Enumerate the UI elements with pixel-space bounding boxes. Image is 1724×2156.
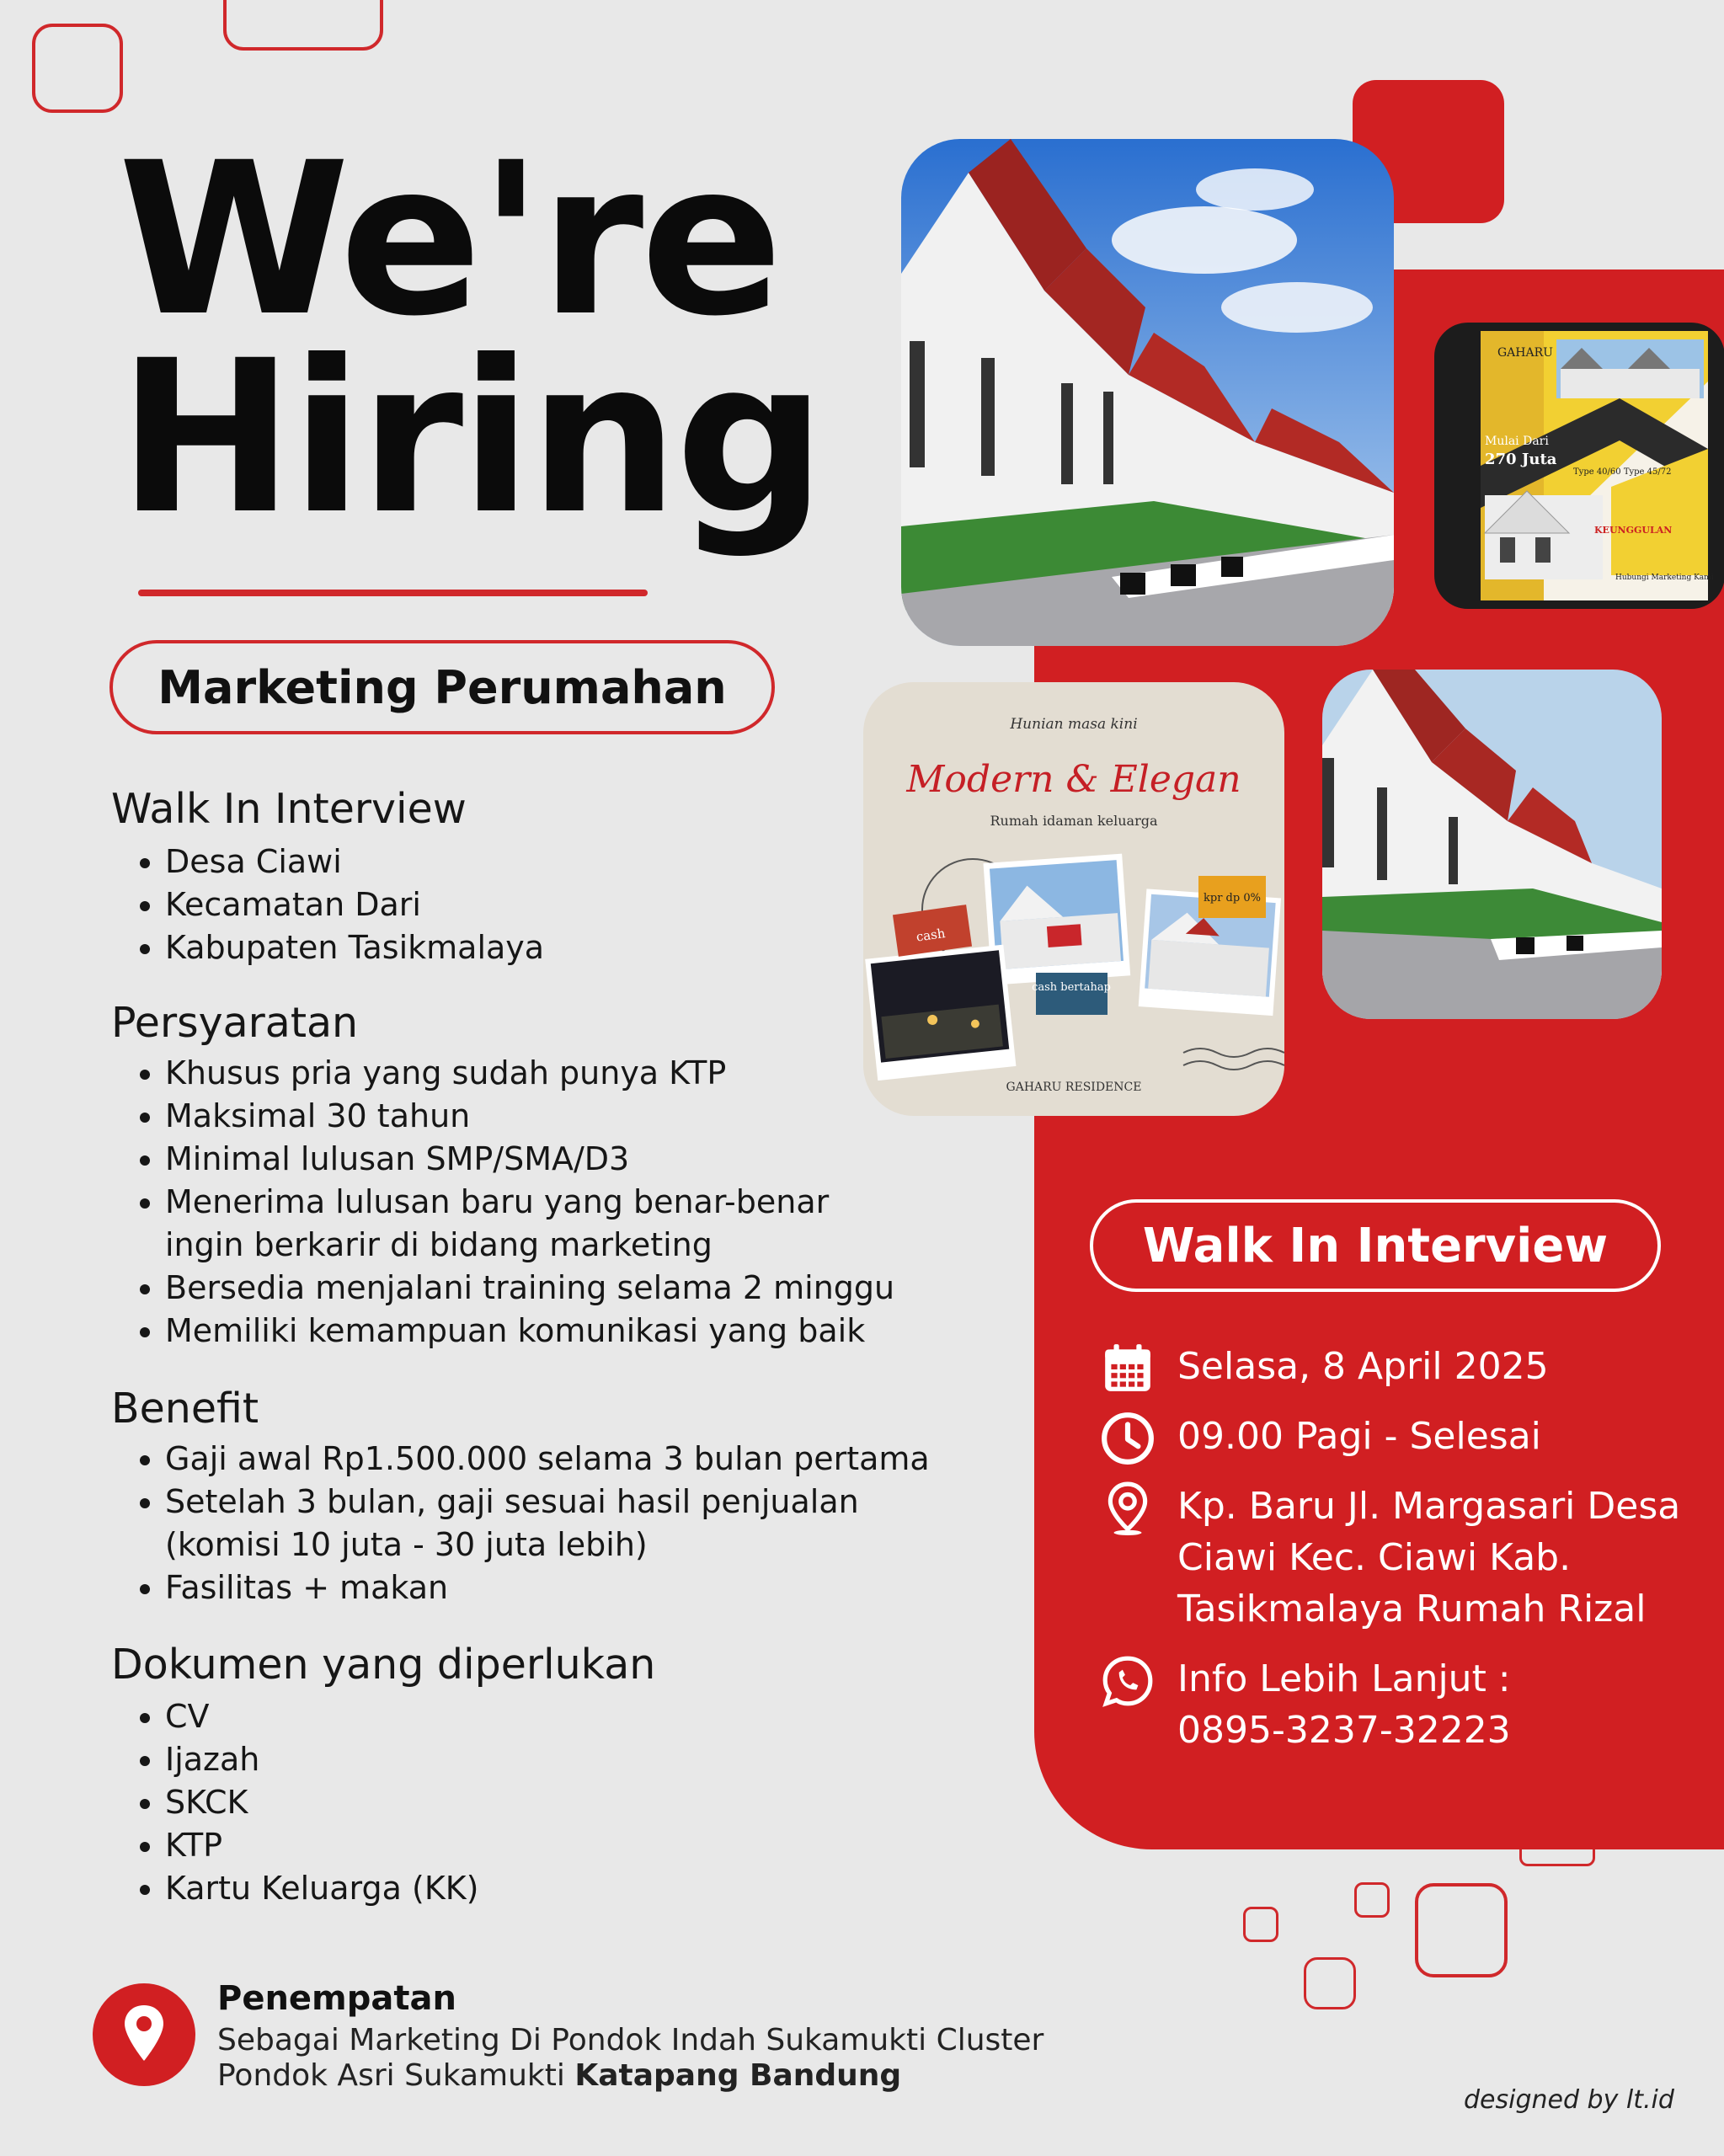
flyer-photo <box>1434 323 1724 609</box>
whatsapp-icon <box>1100 1653 1156 1709</box>
brochure-tag-cash-bertahap: cash bertahap <box>1032 981 1111 994</box>
brochure-title: Modern & Elegan <box>906 758 1241 801</box>
clock-icon <box>1100 1411 1156 1466</box>
brochure-footer: GAHARU RESIDENCE <box>1006 1081 1142 1094</box>
deco-square-bottom-4 <box>1243 1907 1278 1942</box>
list-item: • Kecamatan Dari <box>165 883 974 926</box>
position-pill <box>109 640 775 734</box>
deco-square-bottom-2 <box>1354 1882 1390 1918</box>
interview-contact <box>1177 1653 1716 1756</box>
brochure-subtitle: Hunian masa kini <box>1010 716 1138 733</box>
flyer-brand: GAHARU <box>1497 346 1553 360</box>
persyaratan-title: Persyaratan <box>111 999 359 1047</box>
penempatan-title: Penempatan <box>217 1979 456 2018</box>
dokumen-list <box>111 1695 974 1910</box>
calendar-icon <box>1100 1341 1156 1396</box>
location-pin-badge-icon <box>93 1983 195 2086</box>
deco-square-top <box>223 0 383 51</box>
list-item: • CV <box>165 1695 974 1738</box>
interview-card-title: Walk In Interview <box>1142 1218 1609 1273</box>
location-pin-icon <box>1100 1481 1156 1536</box>
walk-in-title: Walk In Interview <box>111 785 467 833</box>
interview-address-row <box>1100 1481 1700 1635</box>
benefit-list <box>111 1438 1007 1609</box>
penempatan-location: Sebagai Marketing Di Pondok Indah Sukamukti Cluster Pondok Asri Sukamukti <box>217 2023 1044 2093</box>
interview-time-row <box>1100 1411 1716 1466</box>
penempatan-city: Katapang Bandung <box>574 2058 902 2093</box>
list-item: • Bersedia menjalani training selama 2 minggu <box>165 1267 1007 1310</box>
headline-line1: We're <box>118 117 780 362</box>
interview-address: Kp. Baru Jl. Margasari Desa Ciawi Kec. Ciawi Kab. Tasikmalaya Rumah Rizal <box>1177 1485 1681 1630</box>
brochure-tagline: Rumah idaman keluarga <box>990 813 1158 829</box>
interview-contact-row <box>1100 1653 1716 1756</box>
list-item: • Ijazah <box>165 1738 974 1781</box>
list-item: • Gaji awal Rp1.500.000 selama 3 bulan pertama <box>165 1438 1007 1481</box>
dokumen-title: Dokumen yang diperlukan <box>111 1641 656 1689</box>
designer-credit: designed by lt.id <box>1464 2085 1674 2115</box>
headline-line2: Hiring <box>118 315 823 560</box>
list-item: • Kartu Keluarga (KK) <box>165 1867 974 1910</box>
deco-square-bottom-3 <box>1415 1883 1508 1977</box>
info-label: Info Lebih Lanjut : <box>1177 1657 1511 1700</box>
deco-square-bottom-5 <box>1304 1957 1356 2009</box>
list-item: • Fasilitas + makan <box>165 1566 1007 1609</box>
list-item: • Kabupaten Tasikmalaya <box>165 926 974 969</box>
list-item: • Minimal lulusan SMP/SMA/D3 <box>165 1138 1007 1181</box>
flyer-types: Type 40/60 Type 45/72 <box>1573 467 1672 477</box>
list-item: • SKCK <box>165 1781 974 1824</box>
flyer-keunggulan: KEUNGGULAN <box>1594 525 1673 536</box>
list-item: • Khusus pria yang sudah punya KTP <box>165 1052 1007 1095</box>
list-item: • Setelah 3 bulan, gaji sesuai hasil penjualan (komisi 10 juta - 30 juta lebih) <box>165 1481 864 1566</box>
interview-date: Selasa, 8 April 2025 <box>1177 1345 1549 1388</box>
list-item: • Maksimal 30 tahun <box>165 1095 1007 1138</box>
list-item: • KTP <box>165 1824 974 1867</box>
brochure-tag-cash: cash <box>915 925 947 945</box>
list-item: • Menerima lulusan baru yang benar-benar ingin berkarir di bidang marketing <box>165 1181 864 1267</box>
list-item: • Desa Ciawi <box>165 841 974 883</box>
house-photo-main <box>901 139 1394 646</box>
walk-in-list <box>111 841 974 969</box>
interview-time: 09.00 Pagi - Selesai <box>1177 1415 1541 1458</box>
interview-date-row <box>1100 1341 1716 1396</box>
list-item: • Memiliki kemampuan komunikasi yang baik <box>165 1310 1007 1353</box>
phone-number: 0895-3237-32223 <box>1177 1709 1511 1752</box>
flyer-price: 270 Juta <box>1485 451 1557 468</box>
persyaratan-list <box>111 1052 1007 1353</box>
interview-card-title-pill <box>1090 1199 1661 1292</box>
benefit-title: Benefit <box>111 1385 259 1433</box>
penempatan-text <box>217 2023 1102 2094</box>
deco-square-top-left <box>32 24 123 113</box>
house-photo-secondary <box>1322 670 1662 1019</box>
headline-divider <box>138 590 648 596</box>
brochure-tag-kpr: kpr dp 0% <box>1204 892 1261 905</box>
position-label: Marketing Perumahan <box>157 660 727 714</box>
flyer-price-label: Mulai Dari <box>1485 435 1549 448</box>
flyer-contact: Hubungi Marketing Kami <box>1615 574 1714 582</box>
